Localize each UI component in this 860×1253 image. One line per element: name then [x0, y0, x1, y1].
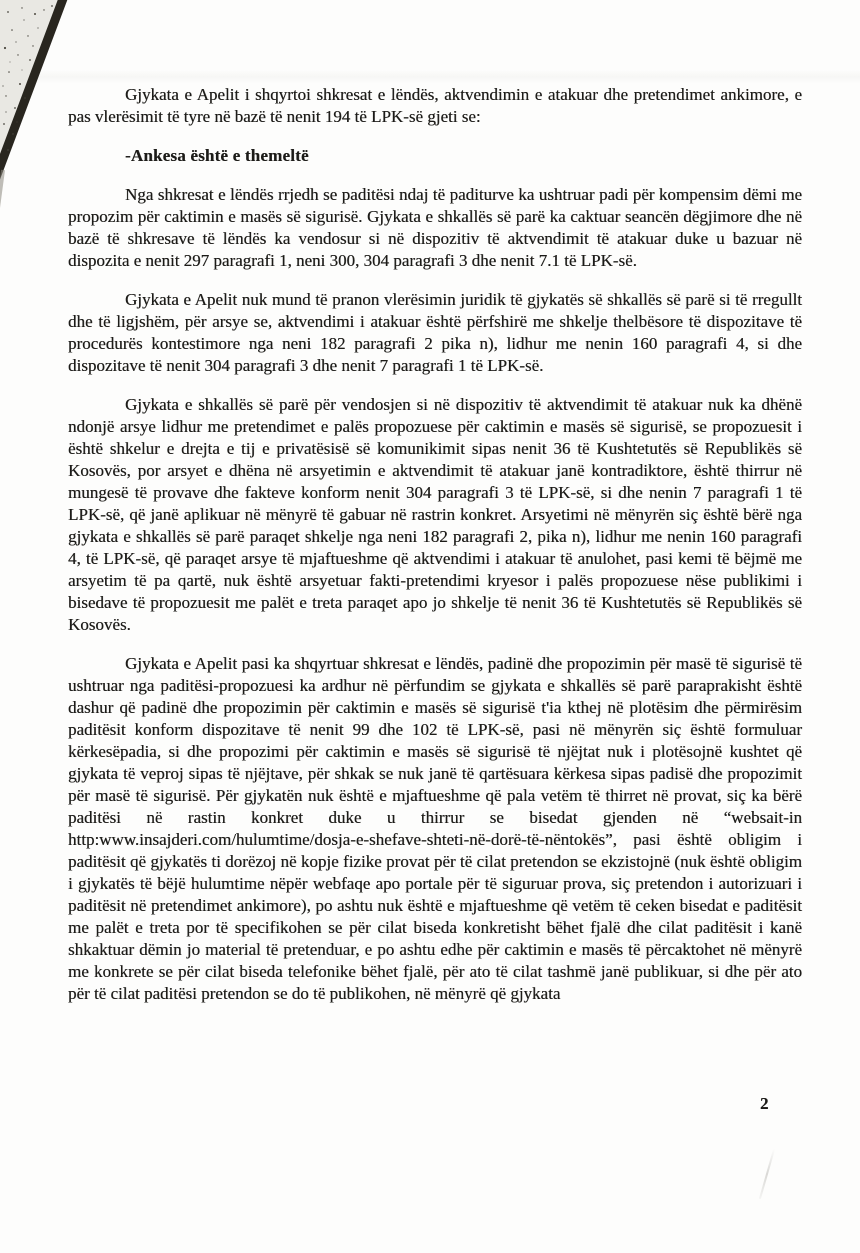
paragraph-legal-assessment: Gjykata e Apelit nuk mund të pranon vlerësimin juridik të gjykatës së shkallës së parë si të rregullt dhe të ligjshëm, për arsye se, aktvendimi i atakuar është përfshirë me shkelje thelbësore të dispozitave të procedurës kontestimore nga neni 182 paragrafi 2 pika n), lidhur me nenin 160 paragrafi 4, si dhe dispozitave të nenit 304 paragrafi 3 dhe nenit 7 paragrafi 1 të LPK-së. [68, 290, 802, 375]
paragraph-reasoning: Gjykata e shkallës së parë për vendosjen si në dispozitiv të aktvendimit të atakuar nuk ka dhënë ndonjë arsye lidhur me pretendimet e palës propozuese për caktimin e masës së sigurisë, se propozuesit i është shkelur e drejta e tij e privatësisë së komunikimit sipas nenit 36 të Kushtetutës së Republikës së Kosovës, por arsyet e dhëna në arsyetimin e aktvendimit të atakuar janë kontradiktore, është thirrur në mungesë të provave dhe fakteve konform nenit 304 paragrafi 3 të LPK-së, si dhe nenin 7 paragrafi 1 të LPK-së, që janë aplikuar në mënyrë të gabuar në rastrin konkret. Arsyetimi në mënyrën siç është bërë nga gjykata e shkallës së parë paraqet shkelje nga neni 182 paragrafi 2, pika n), lidhur me nenin 160 paragrafi 4, të LPK-së, që paraqet arsye të mjaftueshme që aktvendimi i atakuar të anulohet, pasi kemi të bëjmë me arsyetim të pa qartë, nuk është arsyetuar fakti-pretendimi kryesor i palës propozuese nëse publikimi i bisedave të propozuesit me palët e treta paraqet apo jo shkelje të nenit 36 të Kushtetutës së Republikës së Kosovës. [68, 395, 802, 634]
page-number: 2 [760, 1094, 769, 1113]
paragraph-intro: Gjykata e Apelit i shqyrtoi shkresat e lëndës, aktvendimin e atakuar dhe pretendimet ankimore, e pas vlerësimit të tyre në bazë të nenit 194 të LPK-së gjeti se: [68, 85, 802, 126]
paragraph-conclusion: Gjykata e Apelit pasi ka shqyrtuar shkresat e lëndës, padinë dhe propozimin për masë të sigurisë të ushtruar nga paditësi-propozuesi ka ardhur në përfundim se gjykata e shkallës së parë paraprakisht është dashur që padinë dhe propozimin për caktimin e masës së sigurisë t'ia kthej në plotësim dhe përmirësim paditësit konform dispozitave të nenit 99 dhe 102 të LPK-së, pasi në mënyrën siç është formuluar kërkesëpadia, si dhe propozimi për caktimin e masës së sigurisë të njëjtat nuk i plotësojnë kushtet që gjykata të veproj sipas të njëjtave, për shkak se nuk janë të qartësuara kërkesa sipas padisë dhe propozimit për masë të sigurisë. Për gjykatën nuk është e mjaftueshme që pala vetëm të thirret në provat, siç ka bërë paditësi në rastin konkret duke u thirrur se bisedat gjenden në “websait-in http:www.insajderi.com/hulumtime/dosja-e-shefave-shteti-në-dorë-të-nëntokës”, pasi është obligim i paditësit që gjykatës ti dorëzoj në kopje fizike provat për të cilat pretendon se ekzistojnë (nuk është obligim i gjykatës të bëjë hulumtime nëpër webfaqe apo portale për të siguruar prova, siç pretendon i autorizuari i paditësit në pretendimet ankimore), po ashtu nuk është e mjaftueshme që vetëm të ceken bisedat e paditësit me palët e treta por të specifikohen se për cilat biseda konkretisht bëhet fjalë dhe cilat paditësit i kanë shkaktuar dëmin jo material të pretenduar, e po ashtu edhe për caktimin e masës të përcaktohet në mënyrë me konkrete se për cilat biseda telefonike bëhet fjalë, për ato të cilat tashmë janë publikuar, si dhe për ato për të cilat paditësi pretendon se do të publikohen, në mënyrë që gjykata [68, 654, 802, 1003]
paragraph-findings: Nga shkresat e lëndës rrjedh se paditësi ndaj të paditurve ka ushtruar padi për kompensim dëmi me propozim për caktimin e masës së sigurisë. Gjykata e shkallës së parë ka caktuar seancën dëgjimore dhe në bazë të shkresave të lëndës ka vendosur si në dispozitiv të aktvendimit të atakuar duke u bazuar në dispozita e nenit 297 paragrafi 1, neni 300, 304 paragrafi 3 dhe nenit 7.1 të LPK-së. [68, 185, 802, 270]
document-body [68, 84, 802, 1022]
scan-smudge-artifact [759, 1149, 775, 1200]
section-heading: -Ankesa është e themeltë [125, 146, 309, 165]
